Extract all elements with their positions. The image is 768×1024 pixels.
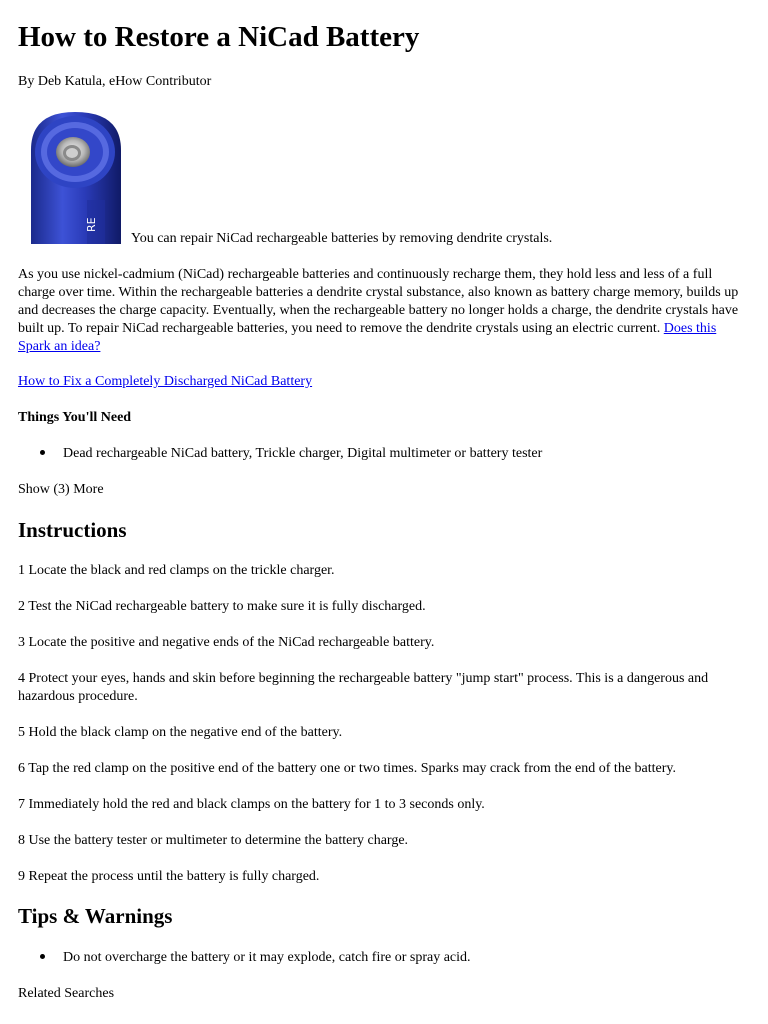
things-needed-text: Dead rechargeable NiCad battery, Trickle charger, Digital multimeter or battery tester	[63, 446, 543, 461]
related-article	[18, 373, 312, 391]
step-6: 6 Tap the red clamp on the positive end of the battery one or two times. Sparks may crack from the end of the battery.	[18, 761, 676, 776]
related-article-link[interactable]: How to Fix a Completely Discharged NiCad Battery	[18, 374, 313, 389]
step-3: 3 Locate the positive and negative ends of the NiCad rechargeable battery.	[18, 635, 435, 650]
intro-paragraph	[18, 266, 750, 356]
instructions-heading: Instructions	[18, 518, 127, 542]
step-7: 7 Immediately hold the red and black clamps on the battery for 1 to 3 seconds only.	[18, 797, 485, 812]
byline: By Deb Katula, eHow Contributor	[18, 74, 212, 89]
intro-text: As you use nickel-cadmium (NiCad) rechargeable batteries and continuously recharge them, they hold less and less of a full charge over time. Within the rechargeable batteries a dendrite crystal substance, also known as battery charge memory, builds up and decreases the charge capacity. Eventually, when the rechargeable battery no longer holds a charge, the dendrite crystals have built up. To repair NiCad rechargeable batteries, you need to remove the dendrite crystals using an electric current.	[18, 267, 739, 336]
page-title: How to Restore a NiCad Battery	[18, 21, 420, 53]
step-8: 8 Use the battery tester or multimeter to determine the battery charge.	[18, 833, 409, 848]
tips-text: Do not overcharge the battery or it may explode, catch fire or spray acid.	[63, 950, 471, 965]
battery-photo	[25, 110, 129, 244]
image-caption: You can repair NiCad rechargeable batteries by removing dendrite crystals.	[131, 231, 553, 246]
spark-idea-link[interactable]: Does this Spark an idea?	[18, 321, 717, 354]
step-2: 2 Test the NiCad rechargeable battery to make sure it is fully discharged.	[18, 599, 426, 614]
tips-item	[40, 949, 471, 967]
step-4: 4 Protect your eyes, hands and skin before beginning the rechargeable battery "jump start" process. This is a dangerous and hazardous procedure.	[18, 671, 709, 704]
bullet-icon	[40, 450, 45, 455]
things-needed-item	[40, 445, 542, 463]
show-more-button[interactable]: Show (3) More	[18, 482, 104, 497]
related-searches-heading: Related Searches	[18, 986, 115, 1001]
step-9: 9 Repeat the process until the battery is fully charged.	[18, 869, 320, 884]
battery-brand-print: RE	[85, 217, 98, 232]
tips-heading: Tips & Warnings	[18, 904, 173, 928]
step-5: 5 Hold the black clamp on the negative end of the battery.	[18, 725, 343, 740]
bullet-icon	[40, 954, 45, 959]
things-needed-heading: Things You'll Need	[18, 410, 132, 425]
step-1: 1 Locate the black and red clamps on the trickle charger.	[18, 563, 335, 578]
